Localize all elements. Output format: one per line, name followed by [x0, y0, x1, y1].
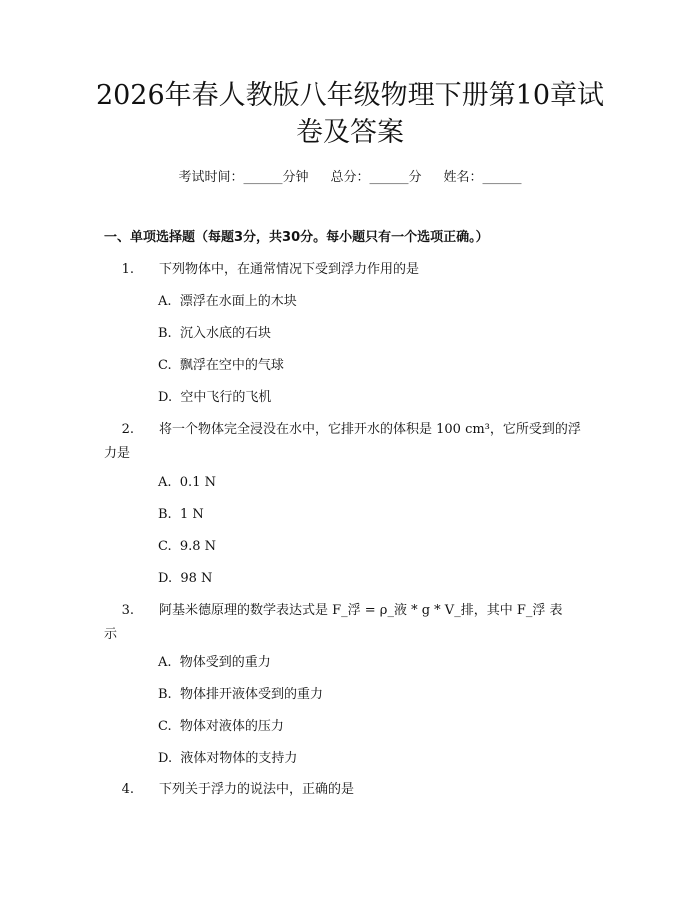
section-heading: 一、单项选择题（每题3分，共30分。每小题只有一个选项正确。）: [104, 230, 489, 245]
option-b: B. 1 N: [158, 507, 204, 522]
exam-info-line: [0, 169, 700, 187]
question-text-continued: 力是: [104, 446, 131, 461]
question-text: 下列关于浮力的说法中，正确的是: [159, 782, 355, 797]
document-title-line1: 2026年春人教版八年级物理下册第10章试: [95, 80, 605, 111]
option-b: B. 物体排开液体受到的重力: [158, 687, 323, 702]
option-a: A. 物体受到的重力: [158, 655, 271, 670]
option-d: D. 空中飞行的飞机: [158, 390, 272, 405]
question-text: 将一个物体完全浸没在水中，它排开水的体积是 100 cm³，它所受到的浮: [159, 422, 581, 437]
student-name-field: 姓名：______: [443, 170, 522, 185]
exam-time-field: 考试时间：______分钟: [178, 170, 309, 185]
question-text: 阿基米德原理的数学表达式是 F_浮 = ρ_液 * g * V_排，其中 F_浮 表: [159, 603, 563, 618]
document-title-line2: 卷及答案: [296, 117, 404, 148]
total-score-field: 总分：______分: [330, 170, 422, 185]
option-c: C. 物体对液体的压力: [158, 719, 284, 734]
question-text-continued: 示: [104, 627, 118, 642]
question-number: 4.: [121, 782, 134, 797]
question-text: 下列物体中，在通常情况下受到浮力作用的是: [159, 262, 420, 277]
question-number: 1.: [121, 262, 134, 277]
option-b: B. 沉入水底的石块: [158, 326, 271, 341]
question-number: 3.: [121, 603, 134, 618]
option-d: D. 液体对物体的支持力: [158, 751, 298, 766]
option-d: D. 98 N: [158, 571, 213, 586]
option-a: A. 漂浮在水面上的木块: [158, 294, 297, 309]
option-c: C. 9.8 N: [158, 539, 217, 554]
question-number: 2.: [121, 422, 134, 437]
option-c: C. 飘浮在空中的气球: [158, 358, 284, 373]
option-a: A. 0.1 N: [158, 475, 216, 490]
